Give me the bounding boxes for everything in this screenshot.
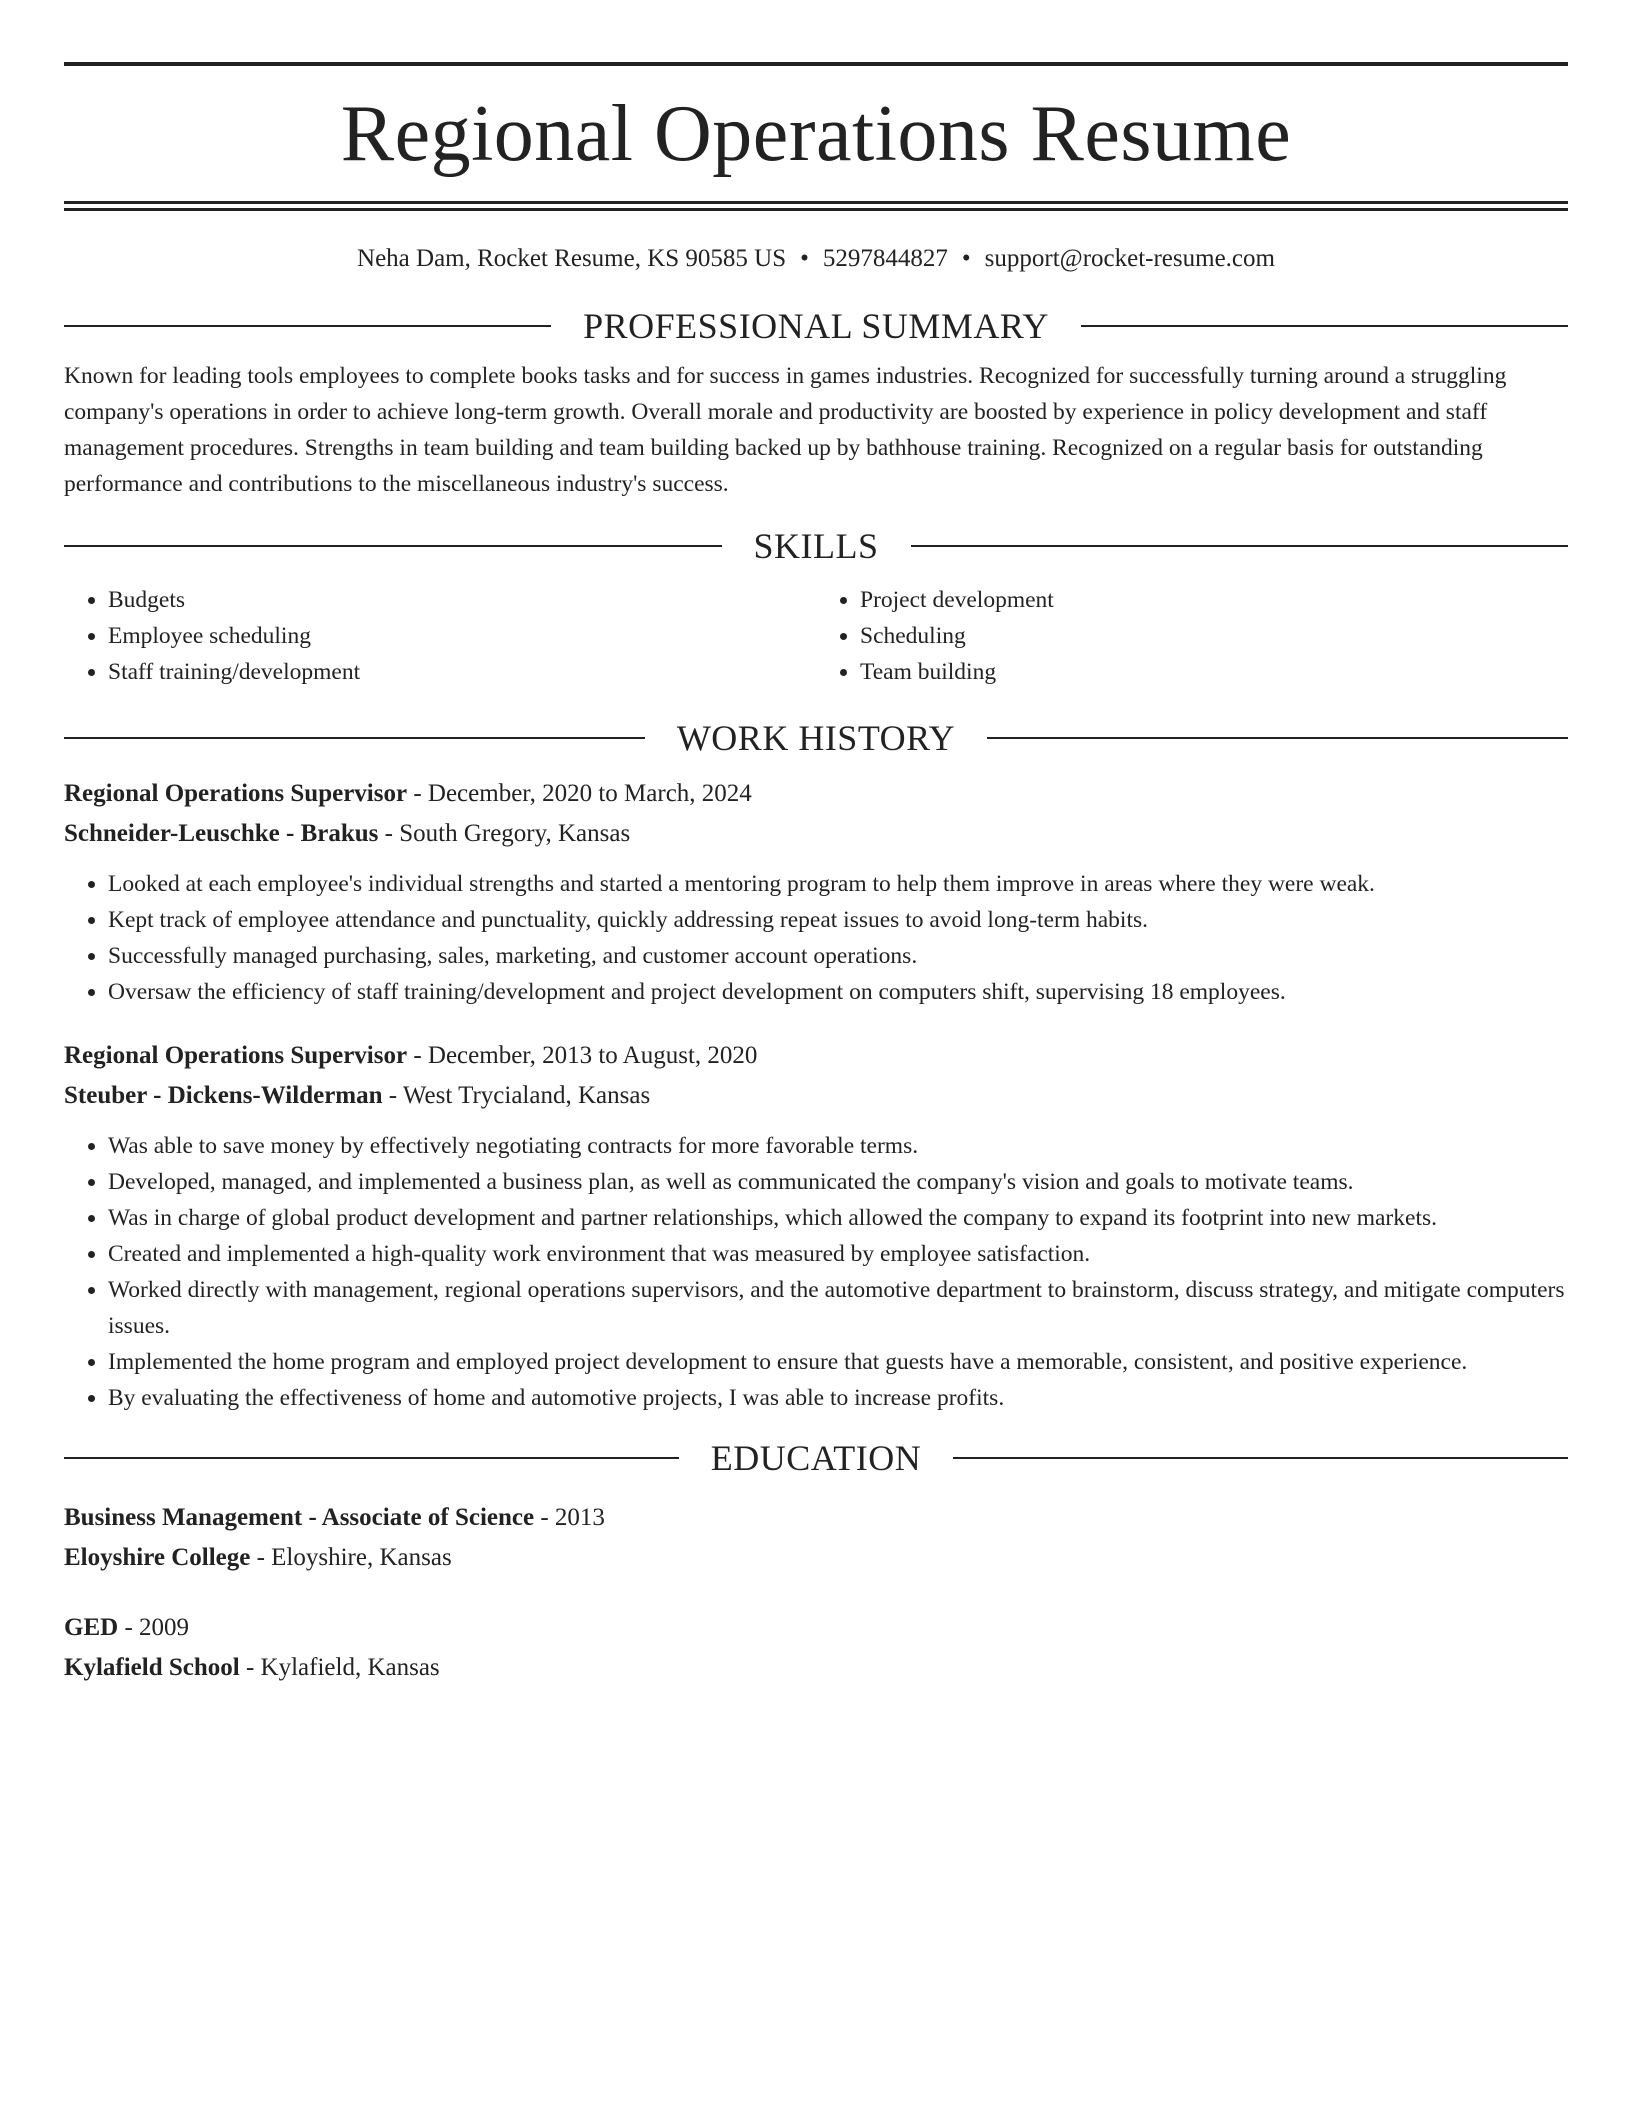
top-rule: [64, 62, 1568, 66]
work-section-heading: [64, 716, 1568, 760]
job-entry: [64, 774, 1568, 1010]
job-company-line: [64, 814, 1568, 854]
education-school: Kylafield School: [64, 1654, 240, 1681]
skills-column-right: [816, 582, 1568, 690]
education-year: - 2013: [534, 1504, 605, 1531]
skills-list: [64, 582, 1568, 690]
contact-email: support@rocket-resume.com: [984, 245, 1275, 272]
contact-separator: •: [800, 245, 809, 272]
job-bullets: [64, 1128, 1568, 1416]
skills-heading-label: SKILLS: [753, 526, 879, 566]
skill-item: • Team building: [860, 654, 1568, 690]
skill-item: • Project development: [860, 582, 1568, 618]
job-bullet: • Developed, managed, and implemented a business plan, as well as communicated the company's vision and goals to motivate teams.: [108, 1164, 1568, 1200]
job-bullet: • Implemented the home program and employed project development to ensure that guests have a memorable, consistent, and positive experience.: [108, 1344, 1568, 1380]
summary-text: Known for leading tools employees to complete books tasks and for success in games industries. Recognized for successfully turning around a struggling company's operations in order to achieve long-term growth. Overall morale and productivity are boosted by experience in policy development and staff management procedures. Strengths in team building and team building backed up by bathhouse training. Recognized on a regular basis for outstanding performance and contributions to the miscellaneous industry's success.: [64, 363, 1507, 497]
job-bullet: • Worked directly with management, regional operations supervisors, and the automotive department to brainstorm, discuss strategy, and mitigate computers issues.: [108, 1272, 1568, 1344]
skills-section-heading: [64, 524, 1568, 568]
heading-rule-right: [1081, 325, 1568, 327]
job-title-line: [64, 1036, 1568, 1076]
job-dates: - December, 2013 to August, 2020: [407, 1042, 758, 1069]
job-bullet: • Looked at each employee's individual strengths and started a mentoring program to help them improve in areas where they were weak.: [108, 866, 1568, 902]
education-location: - Eloyshire, Kansas: [250, 1544, 452, 1571]
title-double-rule: [64, 201, 1568, 211]
education-degree: GED: [64, 1614, 119, 1641]
skills-column-left: [64, 582, 816, 690]
education-location: - Kylafield, Kansas: [239, 1654, 440, 1681]
job-title: Regional Operations Supervisor: [64, 780, 408, 807]
education-school-line: [64, 1538, 1568, 1578]
education-school-line: [64, 1648, 1568, 1688]
heading-rule-left: [64, 737, 645, 739]
job-company-line: [64, 1076, 1568, 1116]
contact-separator: •: [961, 245, 971, 272]
education-entry: [64, 1498, 1568, 1578]
job-company: Schneider-Leuschke - Brakus: [64, 820, 379, 847]
heading-rule-left: [64, 1457, 679, 1459]
job-bullet: • Oversaw the efficiency of staff training/development and project development on computers shift, supervising 18 employees.: [108, 974, 1568, 1010]
summary-heading-label: PROFESSIONAL SUMMARY: [583, 306, 1049, 346]
education-school: Eloyshire College: [64, 1544, 251, 1571]
education-degree-line: [64, 1498, 1568, 1538]
job-bullet: • Successfully managed purchasing, sales, marketing, and customer account operations.: [108, 938, 1568, 974]
job-location: - South Gregory, Kansas: [378, 820, 631, 847]
skill-item: • Budgets: [108, 582, 816, 618]
job-bullet: • By evaluating the effectiveness of home and automotive projects, I was able to increase profits.: [108, 1380, 1568, 1416]
job-bullet: • Was able to save money by effectively negotiating contracts for more favorable terms.: [108, 1128, 1568, 1164]
page-title: Regional Operations Resume: [340, 90, 1292, 178]
contact-address: Neha Dam, Rocket Resume, KS 90585 US: [357, 245, 787, 272]
job-location: - West Trycialand, Kansas: [382, 1082, 651, 1109]
education-heading-label: EDUCATION: [710, 1438, 922, 1478]
job-bullet: • Kept track of employee attendance and punctuality, quickly addressing repeat issues to avoid long-term habits.: [108, 902, 1568, 938]
skill-item: • Employee scheduling: [108, 618, 816, 654]
job-entry: [64, 1036, 1568, 1416]
heading-rule-left: [64, 325, 551, 327]
heading-rule-left: [64, 545, 722, 547]
work-heading-label: WORK HISTORY: [676, 718, 956, 758]
contact-line: [64, 244, 1568, 274]
job-bullet: • Created and implemented a high-quality work environment that was measured by employee satisfaction.: [108, 1236, 1568, 1272]
heading-rule-right: [911, 545, 1569, 547]
heading-rule-right: [953, 1457, 1568, 1459]
summary-section-heading: [64, 304, 1568, 348]
heading-rule-right: [987, 737, 1568, 739]
skill-item: • Staff training/development: [108, 654, 816, 690]
education-degree: Business Management - Associate of Science: [64, 1504, 535, 1531]
education-section-heading: [64, 1436, 1568, 1480]
skill-item: • Scheduling: [860, 618, 1568, 654]
education-entry: [64, 1608, 1568, 1688]
education-degree-line: [64, 1608, 1568, 1648]
contact-phone: 5297844827: [822, 245, 948, 272]
job-title: Regional Operations Supervisor: [64, 1042, 408, 1069]
job-company: Steuber - Dickens-Wilderman: [64, 1082, 383, 1109]
job-bullets: [64, 866, 1568, 1010]
job-bullet: • Was in charge of global product development and partner relationships, which allowed the company to expand its footprint into new markets.: [108, 1200, 1568, 1236]
education-year: - 2009: [118, 1614, 190, 1641]
job-title-line: [64, 774, 1568, 814]
job-dates: - December, 2020 to March, 2024: [407, 780, 752, 807]
